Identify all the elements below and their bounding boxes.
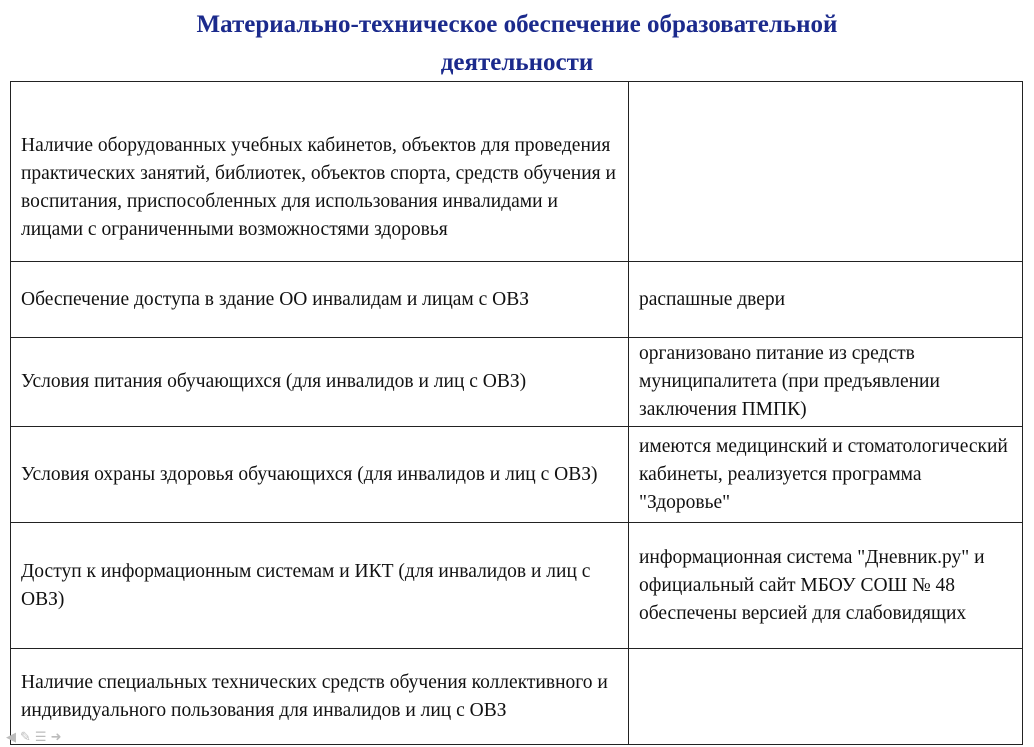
next-arrow-icon[interactable]: ➜	[50, 730, 66, 745]
table-row	[11, 338, 1023, 427]
row-value	[629, 82, 1023, 262]
slide-navigation	[6, 730, 65, 745]
row-value: информационная система "Дневник.ру" и официальный сайт МБОУ СОШ № 48 обеспечены версией для слабовидящих	[629, 523, 1023, 649]
table-row	[11, 262, 1023, 338]
menu-icon[interactable]: ☰	[34, 730, 51, 745]
row-label: Условия питания обучающихся (для инвалидов и лиц с ОВЗ)	[11, 338, 629, 427]
table-row	[11, 649, 1023, 745]
row-label: Наличие специальных технических средств обучения коллективного и индивидуального пользования для инвалидов и лиц с ОВЗ	[11, 649, 629, 745]
page-title	[0, 6, 1034, 82]
row-value: организовано питание из средств муниципалитета (при предъявлении заключения ПМПК)	[629, 338, 1023, 427]
prev-arrow-icon[interactable]: ◀	[6, 730, 20, 745]
row-value	[629, 649, 1023, 745]
table-row	[11, 523, 1023, 649]
table-row	[11, 82, 1023, 262]
row-label: Условия охраны здоровья обучающихся (для инвалидов и лиц с ОВЗ)	[11, 427, 629, 523]
row-label: Обеспечение доступа в здание ОО инвалидам и лицам с ОВЗ	[11, 262, 629, 338]
pen-icon[interactable]: ✎	[20, 730, 35, 745]
accessibility-table	[10, 81, 1023, 745]
row-value: имеются медицинский и стоматологический кабинеты, реализуется программа "Здоровье"	[629, 427, 1023, 523]
row-label: Наличие оборудованных учебных кабинетов, объектов для проведения практических занятий, библиотек, объектов спорта, средств обучения и воспитания, приспособленных для использования инвалидами и лицами с ограниченными возможностями здоровья	[11, 82, 629, 262]
table-row	[11, 427, 1023, 523]
row-label: Доступ к информационным системам и ИКТ (для инвалидов и лиц с ОВЗ)	[11, 523, 629, 649]
title-line-1: Материально-техническое обеспечение образовательной	[196, 11, 838, 38]
row-value: распашные двери	[629, 262, 1023, 338]
title-line-2: деятельности	[440, 49, 594, 76]
